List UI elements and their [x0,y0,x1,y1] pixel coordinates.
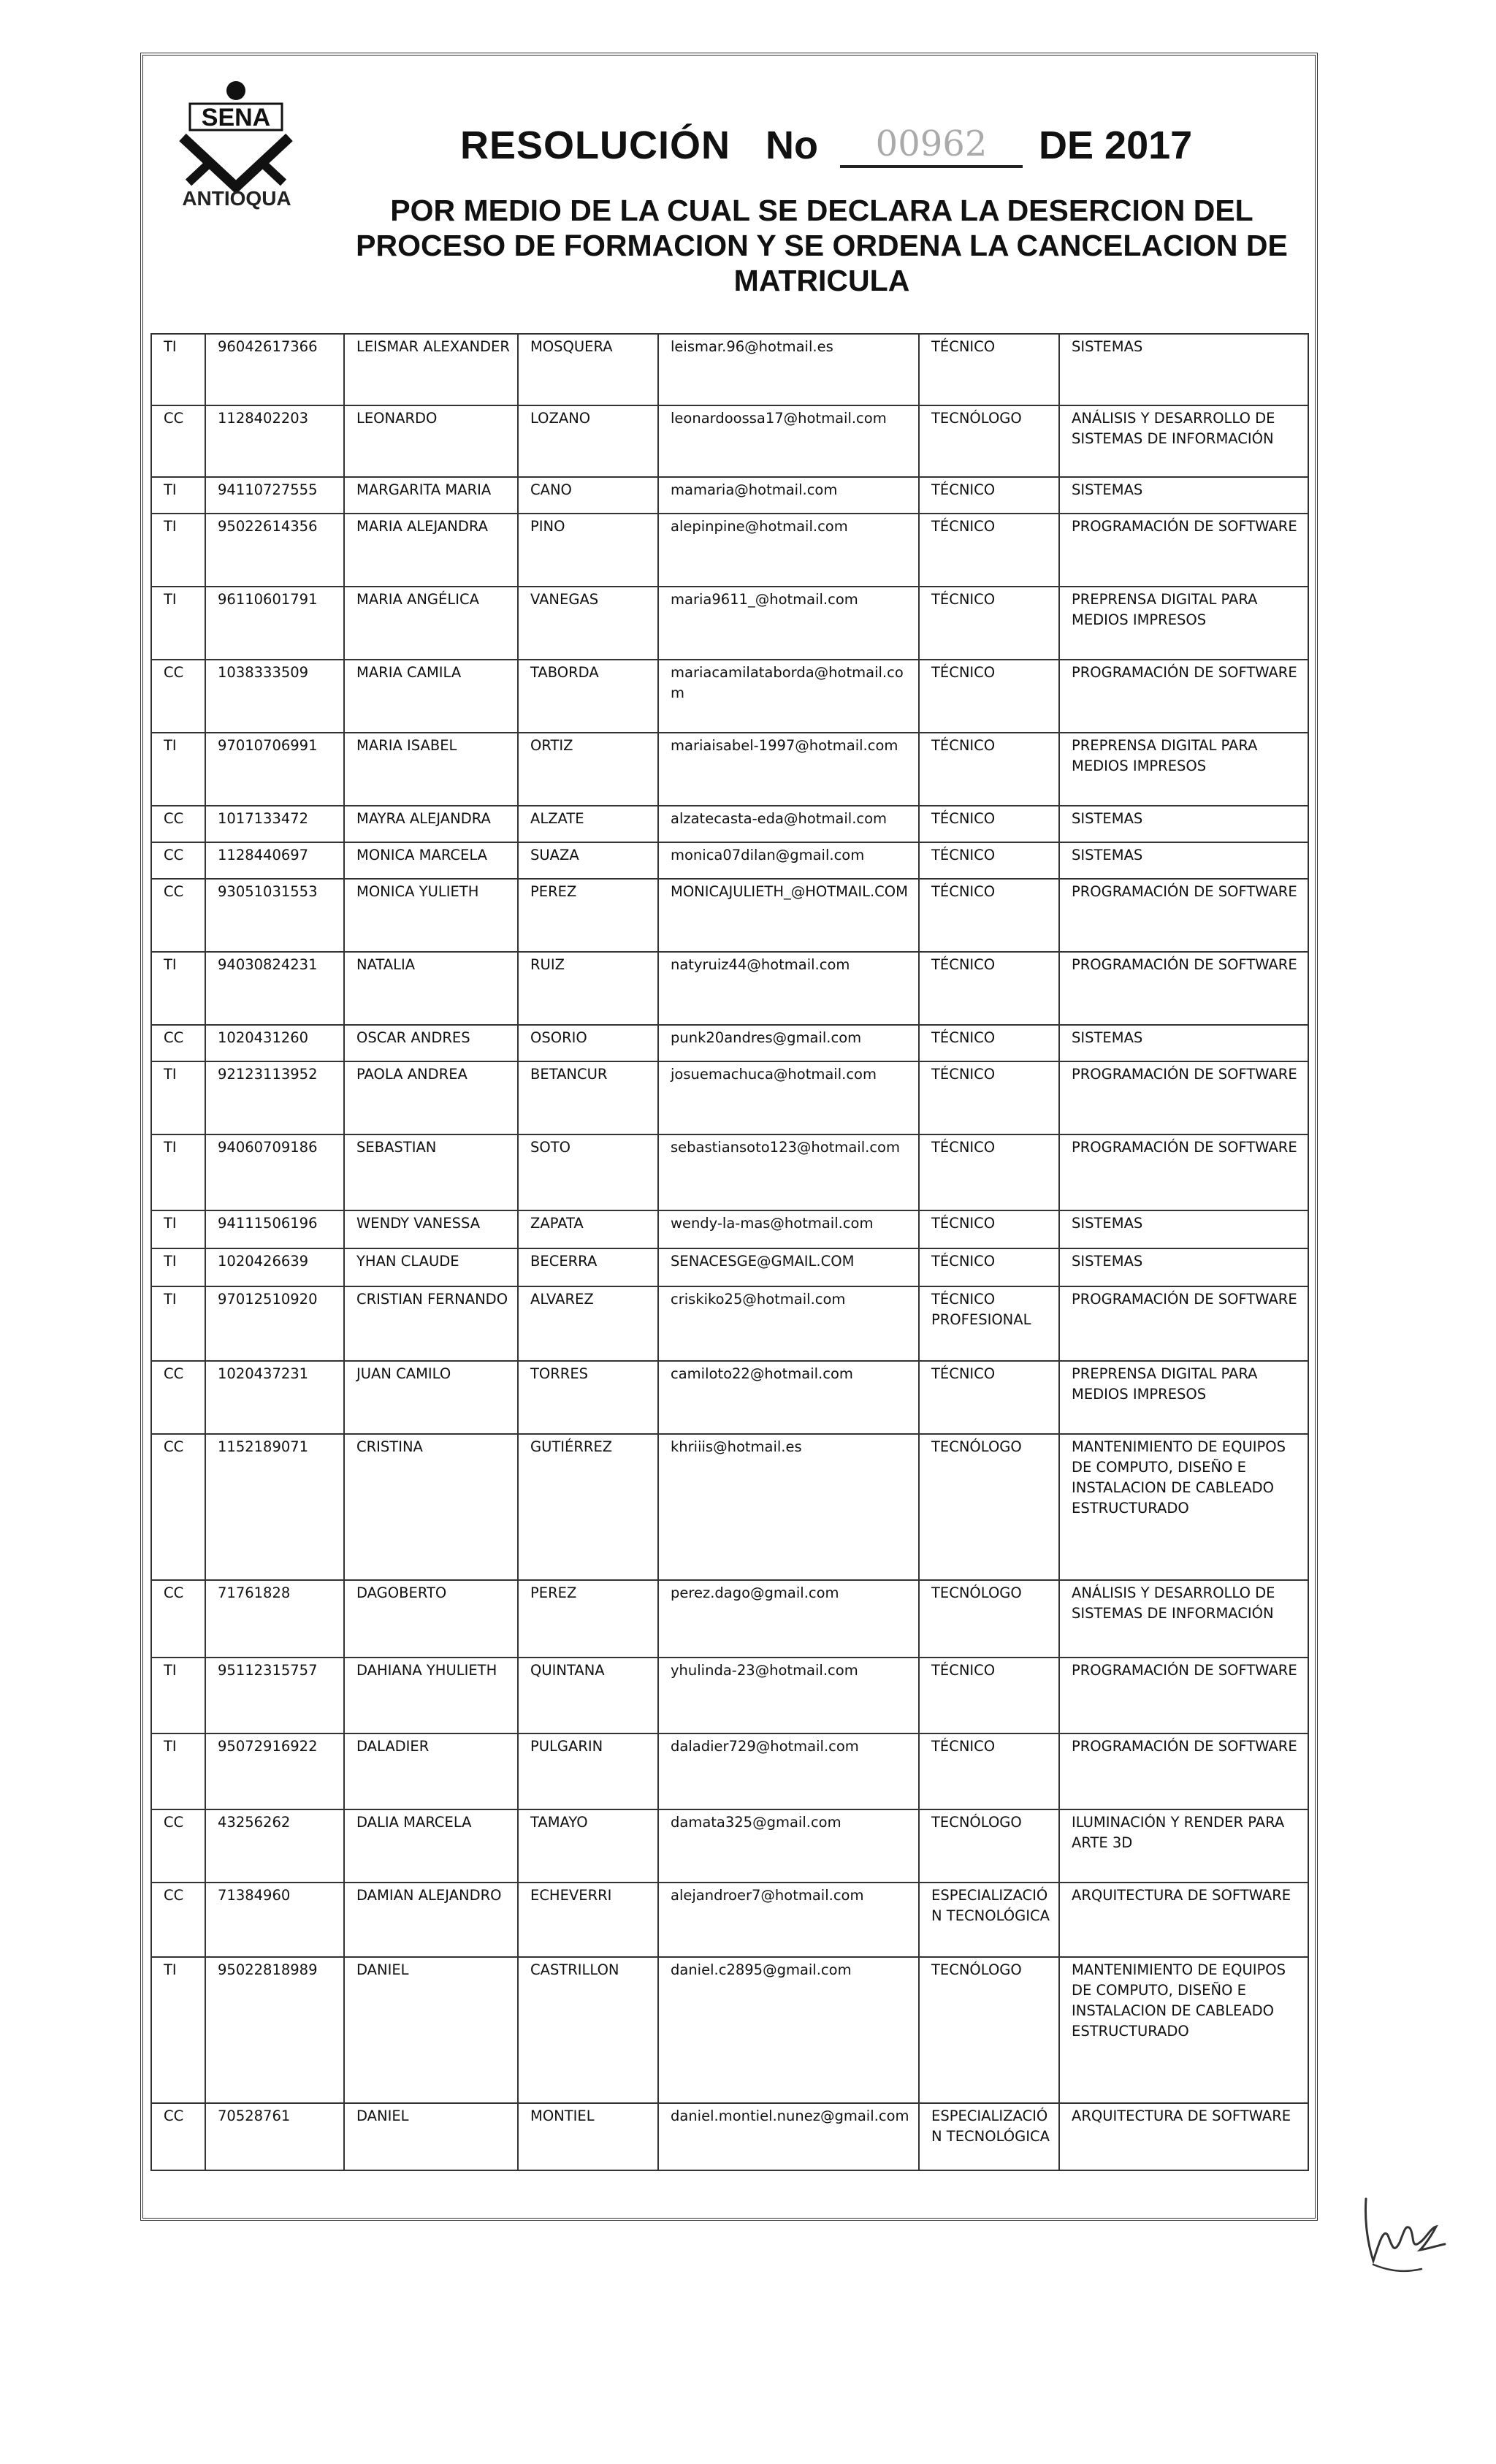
first-name-cell: MARIA ANGÉLICA [344,587,518,660]
table-row [151,2103,1308,2170]
doc-type-cell: CC [151,806,205,842]
email-cell: mamaria@hotmail.com [658,477,919,514]
level-cell: TÉCNICO PROFESIONAL [919,1286,1059,1361]
email-cell: alzatecasta-eda@hotmail.com [658,806,919,842]
first-name-cell: YHAN CLAUDE [344,1248,518,1286]
program-cell: PROGRAMACIÓN DE SOFTWARE [1059,1733,1308,1809]
table-row [151,733,1308,806]
program-cell: PREPRENSA DIGITAL PARA MEDIOS IMPRESOS [1059,1361,1308,1434]
program-cell: ARQUITECTURA DE SOFTWARE [1059,1883,1308,1957]
first-name-cell: MARIA ALEJANDRA [344,514,518,587]
email-cell: natyruiz44@hotmail.com [658,952,919,1025]
program-cell: SISTEMAS [1059,477,1308,514]
last-name-cell: MOSQUERA [518,334,658,405]
doc-type-cell: TI [151,1210,205,1248]
email-cell: camiloto22@hotmail.com [658,1361,919,1434]
email-cell: leonardoossa17@hotmail.com [658,405,919,477]
last-name-cell: BETANCUR [518,1061,658,1134]
last-name-cell: PEREZ [518,1580,658,1658]
first-name-cell: MARIA ISABEL [344,733,518,806]
subtitle-line: PROCESO DE FORMACION Y SE ORDENA LA CANCELACION DE [356,229,1288,262]
first-name-cell: JUAN CAMILO [344,1361,518,1434]
level-cell: TÉCNICO [919,733,1059,806]
last-name-cell: LOZANO [518,405,658,477]
last-name-cell: ECHEVERRI [518,1883,658,1957]
doc-number-cell: 1020431260 [205,1025,344,1061]
last-name-cell: TORRES [518,1361,658,1434]
level-cell: TÉCNICO [919,587,1059,660]
doc-type-cell: TI [151,1658,205,1733]
first-name-cell: DALIA MARCELA [344,1809,518,1883]
email-cell: mariacamilataborda@hotmail.com [658,660,919,733]
table-row [151,1957,1308,2103]
resolution-number: 00962 [840,123,1023,168]
last-name-cell: BECERRA [518,1248,658,1286]
last-name-cell: CANO [518,477,658,514]
resolution-title [460,117,1192,168]
program-cell: PROGRAMACIÓN DE SOFTWARE [1059,514,1308,587]
email-cell: punk20andres@gmail.com [658,1025,919,1061]
email-cell: khriiis@hotmail.es [658,1434,919,1580]
last-name-cell: MONTIEL [518,2103,658,2170]
student-table [150,333,1309,2171]
logo-text: SENA [201,104,271,131]
table-row [151,1733,1308,1809]
table-row [151,477,1308,514]
last-name-cell: OSORIO [518,1025,658,1061]
email-cell: maria9611_@hotmail.com [658,587,919,660]
email-cell: damata325@gmail.com [658,1809,919,1883]
doc-type-cell: CC [151,660,205,733]
level-cell: TÉCNICO [919,477,1059,514]
program-cell: PROGRAMACIÓN DE SOFTWARE [1059,879,1308,952]
doc-type-cell: TI [151,334,205,405]
program-cell: PROGRAMACIÓN DE SOFTWARE [1059,1286,1308,1361]
doc-number-cell: 1128402203 [205,405,344,477]
level-cell: TECNÓLOGO [919,1580,1059,1658]
program-cell: SISTEMAS [1059,1248,1308,1286]
table-row [151,806,1308,842]
table-row [151,1883,1308,1957]
table-row [151,1809,1308,1883]
table-row [151,879,1308,952]
first-name-cell: NATALIA [344,952,518,1025]
doc-number-cell: 96042617366 [205,334,344,405]
email-cell: daladier729@hotmail.com [658,1733,919,1809]
program-cell: PROGRAMACIÓN DE SOFTWARE [1059,1061,1308,1134]
table-row [151,405,1308,477]
doc-type-cell: CC [151,2103,205,2170]
first-name-cell: DANIEL [344,2103,518,2170]
level-cell: TÉCNICO [919,660,1059,733]
doc-type-cell: CC [151,405,205,477]
last-name-cell: QUINTANA [518,1658,658,1733]
resolution-subtitle [336,193,1308,298]
table-row [151,660,1308,733]
number-label: No [766,123,819,167]
first-name-cell: WENDY VANESSA [344,1210,518,1248]
doc-number-cell: 94110727555 [205,477,344,514]
table-row [151,334,1308,405]
doc-number-cell: 95022614356 [205,514,344,587]
last-name-cell: ALZATE [518,806,658,842]
email-cell: yhulinda-23@hotmail.com [658,1658,919,1733]
last-name-cell: ORTIZ [518,733,658,806]
doc-number-cell: 95072916922 [205,1733,344,1809]
program-cell: MANTENIMIENTO DE EQUIPOS DE COMPUTO, DISEÑO E INSTALACION DE CABLEADO ESTRUCTURADO [1059,1957,1308,2103]
first-name-cell: DAHIANA YHULIETH [344,1658,518,1733]
first-name-cell: MONICA YULIETH [344,879,518,952]
email-cell: SENACESGE@GMAIL.COM [658,1248,919,1286]
table-row [151,1248,1308,1286]
doc-type-cell: TI [151,1061,205,1134]
doc-number-cell: 71761828 [205,1580,344,1658]
doc-number-cell: 1020426639 [205,1248,344,1286]
doc-number-cell: 70528761 [205,2103,344,2170]
table-row [151,1580,1308,1658]
doc-number-cell: 94060709186 [205,1134,344,1210]
subtitle-line: POR MEDIO DE LA CUAL SE DECLARA LA DESERCION DEL [390,194,1253,227]
last-name-cell: SUAZA [518,842,658,879]
doc-type-cell: TI [151,477,205,514]
level-cell: TECNÓLOGO [919,1809,1059,1883]
level-cell: TÉCNICO [919,1061,1059,1134]
last-name-cell: VANEGAS [518,587,658,660]
level-cell: TÉCNICO [919,1210,1059,1248]
doc-number-cell: 1020437231 [205,1361,344,1434]
doc-number-cell: 1038333509 [205,660,344,733]
first-name-cell: LEISMAR ALEXANDER [344,334,518,405]
level-cell: TÉCNICO [919,514,1059,587]
program-cell: PREPRENSA DIGITAL PARA MEDIOS IMPRESOS [1059,587,1308,660]
program-cell: PROGRAMACIÓN DE SOFTWARE [1059,1134,1308,1210]
level-cell: TÉCNICO [919,879,1059,952]
email-cell: wendy-la-mas@hotmail.com [658,1210,919,1248]
first-name-cell: SEBASTIAN [344,1134,518,1210]
email-cell: MONICAJULIETH_@HOTMAIL.COM [658,879,919,952]
last-name-cell: PULGARIN [518,1733,658,1809]
doc-type-cell: CC [151,1361,205,1434]
email-cell: leismar.96@hotmail.es [658,334,919,405]
program-cell: SISTEMAS [1059,334,1308,405]
first-name-cell: MARGARITA MARIA [344,477,518,514]
first-name-cell: MAYRA ALEJANDRA [344,806,518,842]
doc-type-cell: CC [151,1809,205,1883]
level-cell: TÉCNICO [919,952,1059,1025]
table-row [151,1361,1308,1434]
first-name-cell: CRISTINA [344,1434,518,1580]
first-name-cell: MARIA CAMILA [344,660,518,733]
doc-number-cell: 1128440697 [205,842,344,879]
email-cell: alepinpine@hotmail.com [658,514,919,587]
logo-region: ANTIOQUA [182,187,291,210]
doc-number-cell: 96110601791 [205,587,344,660]
doc-number-cell: 95022818989 [205,1957,344,2103]
doc-type-cell: CC [151,842,205,879]
table-row [151,1025,1308,1061]
level-cell: TECNÓLOGO [919,1434,1059,1580]
last-name-cell: ZAPATA [518,1210,658,1248]
doc-type-cell: TI [151,514,205,587]
signature-initials [1351,2184,1454,2279]
table-row [151,1210,1308,1248]
program-cell: PREPRENSA DIGITAL PARA MEDIOS IMPRESOS [1059,733,1308,806]
email-cell: daniel.montiel.nunez@gmail.com [658,2103,919,2170]
doc-type-cell: CC [151,1434,205,1580]
doc-type-cell: TI [151,1286,205,1361]
doc-number-cell: 71384960 [205,1883,344,1957]
email-cell: sebastiansoto123@hotmail.com [658,1134,919,1210]
table-body [151,334,1308,2170]
level-cell: ESPECIALIZACIÓN TECNOLÓGICA [919,2103,1059,2170]
level-cell: ESPECIALIZACIÓN TECNOLÓGICA [919,1883,1059,1957]
doc-type-cell: TI [151,733,205,806]
email-cell: josuemachuca@hotmail.com [658,1061,919,1134]
level-cell: TÉCNICO [919,334,1059,405]
level-cell: TÉCNICO [919,1361,1059,1434]
last-name-cell: ALVAREZ [518,1286,658,1361]
doc-number-cell: 1152189071 [205,1434,344,1580]
program-cell: PROGRAMACIÓN DE SOFTWARE [1059,1658,1308,1733]
first-name-cell: LEONARDO [344,405,518,477]
doc-type-cell: TI [151,1957,205,2103]
last-name-cell: GUTIÉRREZ [518,1434,658,1580]
last-name-cell: RUIZ [518,952,658,1025]
doc-number-cell: 94030824231 [205,952,344,1025]
level-cell: TÉCNICO [919,1658,1059,1733]
email-cell: alejandroer7@hotmail.com [658,1883,919,1957]
doc-number-cell: 1017133472 [205,806,344,842]
program-cell: SISTEMAS [1059,1210,1308,1248]
doc-number-cell: 95112315757 [205,1658,344,1733]
level-cell: TÉCNICO [919,1025,1059,1061]
last-name-cell: PEREZ [518,879,658,952]
first-name-cell: CRISTIAN FERNANDO [344,1286,518,1361]
level-cell: TÉCNICO [919,1134,1059,1210]
email-cell: daniel.c2895@gmail.com [658,1957,919,2103]
first-name-cell: MONICA MARCELA [344,842,518,879]
table-row [151,952,1308,1025]
program-cell: PROGRAMACIÓN DE SOFTWARE [1059,660,1308,733]
level-cell: TECNÓLOGO [919,405,1059,477]
subtitle-line: MATRICULA [733,264,910,297]
first-name-cell: DALADIER [344,1733,518,1809]
table-row [151,1286,1308,1361]
last-name-cell: TABORDA [518,660,658,733]
program-cell: MANTENIMIENTO DE EQUIPOS DE COMPUTO, DISEÑO E INSTALACION DE CABLEADO ESTRUCTURADO [1059,1434,1308,1580]
last-name-cell: SOTO [518,1134,658,1210]
doc-type-cell: TI [151,587,205,660]
last-name-cell: PINO [518,514,658,587]
doc-type-cell: TI [151,1248,205,1286]
doc-type-cell: CC [151,1883,205,1957]
table-row [151,1134,1308,1210]
first-name-cell: DAGOBERTO [344,1580,518,1658]
table-row [151,1434,1308,1580]
title-word: RESOLUCIÓN [460,123,731,167]
program-cell: ANÁLISIS Y DESARROLLO DE SISTEMAS DE INFORMACIÓN [1059,1580,1308,1658]
doc-number-cell: 93051031553 [205,879,344,952]
program-cell: SISTEMAS [1059,806,1308,842]
level-cell: TÉCNICO [919,1248,1059,1286]
doc-number-cell: 43256262 [205,1809,344,1883]
level-cell: TECNÓLOGO [919,1957,1059,2103]
table-row [151,1658,1308,1733]
first-name-cell: OSCAR ANDRES [344,1025,518,1061]
doc-type-cell: CC [151,1580,205,1658]
doc-type-cell: CC [151,1025,205,1061]
program-cell: ANÁLISIS Y DESARROLLO DE SISTEMAS DE INFORMACIÓN [1059,405,1308,477]
last-name-cell: CASTRILLON [518,1957,658,2103]
resolution-year: DE 2017 [1039,123,1193,167]
level-cell: TÉCNICO [919,842,1059,879]
table-row [151,1061,1308,1134]
doc-number-cell: 92123113952 [205,1061,344,1134]
first-name-cell: PAOLA ANDREA [344,1061,518,1134]
doc-number-cell: 94111506196 [205,1210,344,1248]
doc-type-cell: TI [151,1134,205,1210]
email-cell: criskiko25@hotmail.com [658,1286,919,1361]
level-cell: TÉCNICO [919,1733,1059,1809]
doc-type-cell: TI [151,952,205,1025]
doc-type-cell: TI [151,1733,205,1809]
doc-number-cell: 97012510920 [205,1286,344,1361]
program-cell: ARQUITECTURA DE SOFTWARE [1059,2103,1308,2170]
program-cell: ILUMINACIÓN Y RENDER PARA ARTE 3D [1059,1809,1308,1883]
doc-type-cell: CC [151,879,205,952]
program-cell: SISTEMAS [1059,1025,1308,1061]
program-cell: PROGRAMACIÓN DE SOFTWARE [1059,952,1308,1025]
table-row [151,842,1308,879]
level-cell: TÉCNICO [919,806,1059,842]
first-name-cell: DAMIAN ALEJANDRO [344,1883,518,1957]
email-cell: monica07dilan@gmail.com [658,842,919,879]
email-cell: mariaisabel-1997@hotmail.com [658,733,919,806]
email-cell: perez.dago@gmail.com [658,1580,919,1658]
table-row [151,587,1308,660]
first-name-cell: DANIEL [344,1957,518,2103]
table-row [151,514,1308,587]
doc-number-cell: 97010706991 [205,733,344,806]
last-name-cell: TAMAYO [518,1809,658,1883]
program-cell: SISTEMAS [1059,842,1308,879]
